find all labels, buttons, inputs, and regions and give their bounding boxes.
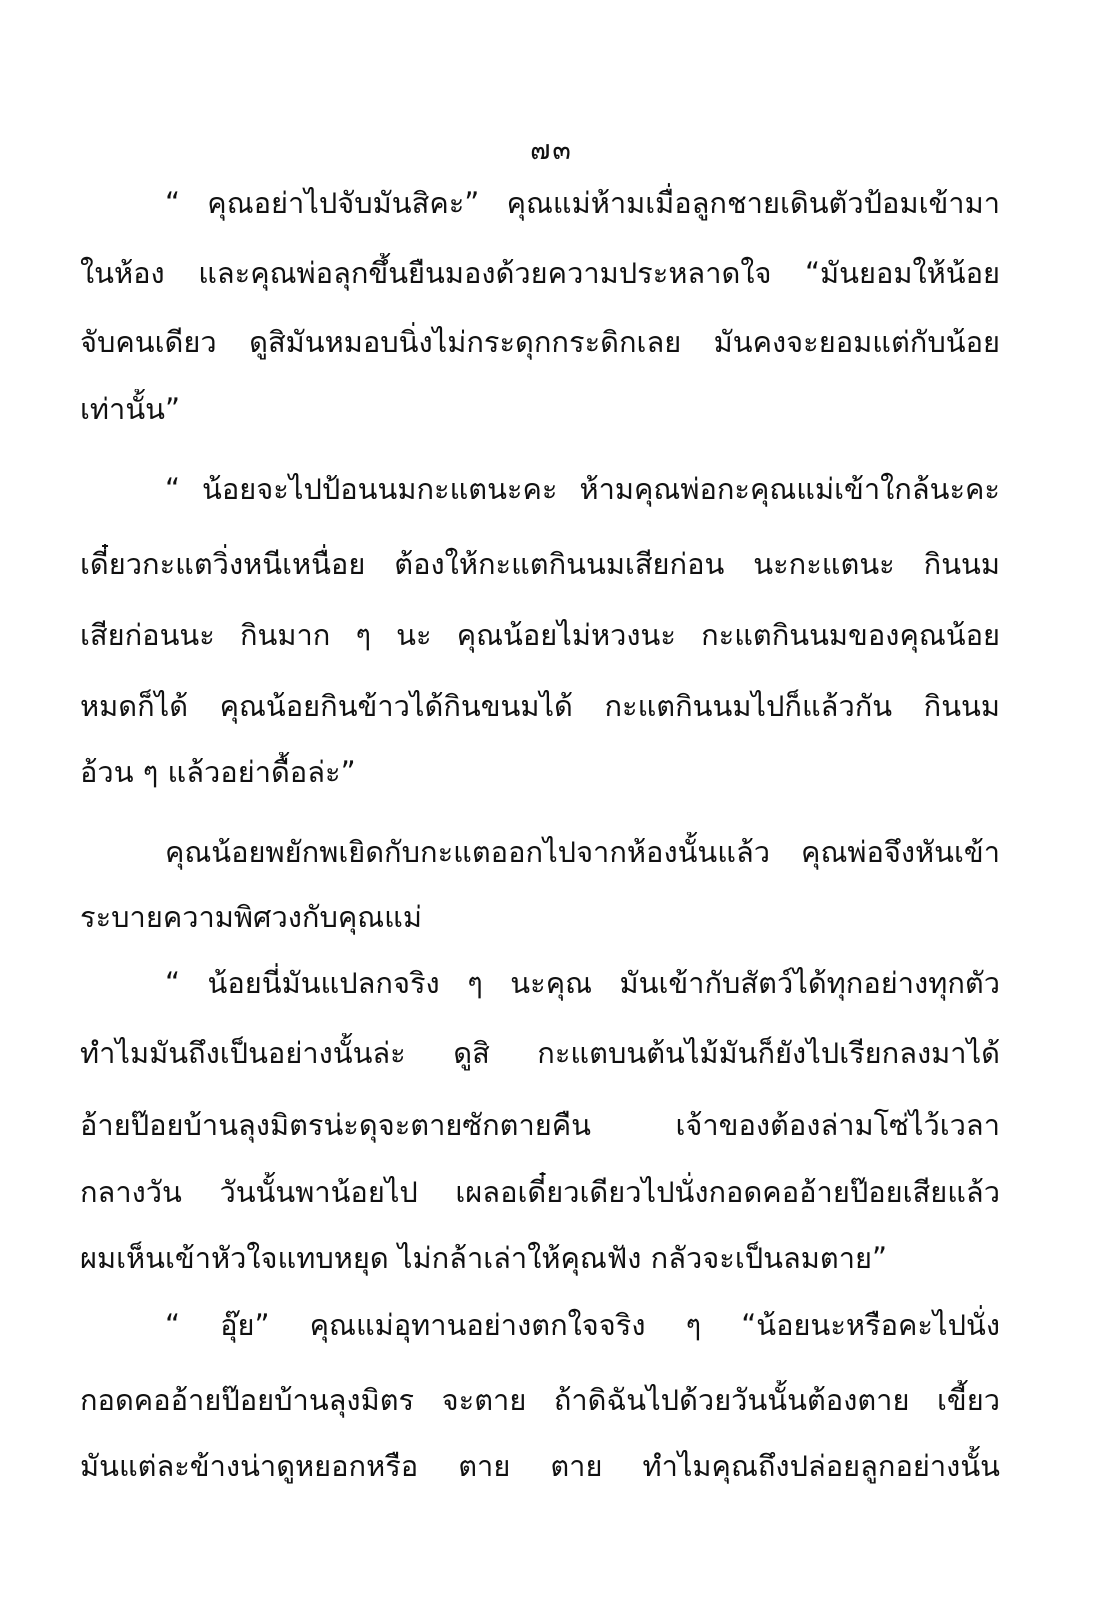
text-line-10: คุณน้อยพยักพเยิดกับกะแตออกไปจากห้องนั้นแล้ว คุณพ่อจึงหันเข้า (165, 835, 1000, 869)
text-line-4: เท่านั้น” (80, 392, 180, 426)
page-number: ๗๓ (530, 135, 573, 166)
text-line-11: ระบายความพิศวงกับคุณแม่ (80, 900, 422, 934)
text-line-17: “ อุ๊ย” คุณแม่อุทานอย่างตกใจจริง ๆ “น้อยนะหรือคะไปนั่ง (165, 1308, 1000, 1342)
text-line-14: อ้ายป๊อยบ้านลุงมิตรน่ะดุจะตายซักตายคืน เจ้าของต้องล่ามโซ่ไว้เวลา (80, 1108, 1000, 1142)
text-line-2: ในห้อง และคุณพ่อลุกขึ้นยืนมองด้วยความประหลาดใจ “มันยอมให้น้อย (80, 256, 1000, 290)
text-line-16: ผมเห็นเข้าหัวใจแทบหยุด ไม่กล้าเล่าให้คุณฟัง กลัวจะเป็นลมตาย” (80, 1241, 888, 1275)
text-line-9: อ้วน ๆ แล้วอย่าดื้อล่ะ” (80, 755, 356, 789)
text-line-19: มันแต่ละข้างน่าดูหยอกหรือ ตาย ตาย ทำไมคุณถึงปล่อยลูกอย่างนั้น (80, 1449, 1000, 1483)
text-line-18: กอดคออ้ายป๊อยบ้านลุงมิตร จะตาย ถ้าดิฉันไปด้วยวันนั้นต้องตาย เขี้ยว (80, 1383, 1000, 1417)
text-line-6: เดี๋ยวกะแตวิ่งหนีเหนื่อย ต้องให้กะแตกินนมเสียก่อน นะกะแตนะ กินนม (80, 547, 1000, 581)
text-line-13: ทำไมมันถึงเป็นอย่างนั้นล่ะ ดูสิ กะแตบนต้นไม้มันก็ยังไปเรียกลงมาได้ (80, 1036, 1000, 1070)
text-line-7: เสียก่อนนะ กินมาก ๆ นะ คุณน้อยไม่หวงนะ กะแตกินนมของคุณน้อย (80, 618, 1000, 652)
text-line-3: จับคนเดียว ดูสิมันหมอบนิ่งไม่กระดุกกระดิกเลย มันคงจะยอมแต่กับน้อย (80, 325, 1000, 359)
text-line-15: กลางวัน วันนั้นพาน้อยไป เผลอเดี๋ยวเดียวไปนั่งกอดคออ้ายป๊อยเสียแล้ว (80, 1175, 1000, 1209)
text-line-1: “ คุณอย่าไปจับมันสิคะ” คุณแม่ห้ามเมื่อลูกชายเดินตัวป้อมเข้ามา (165, 186, 1000, 220)
text-line-8: หมดก็ได้ คุณน้อยกินข้าวได้กินขนมได้ กะแตกินนมไปก็แล้วกัน กินนม (80, 689, 1000, 723)
text-line-12: “ น้อยนี่มันแปลกจริง ๆ นะคุณ มันเข้ากับสัตว์ได้ทุกอย่างทุกตัว (165, 966, 1000, 1000)
text-line-5: “ น้อยจะไปป้อนนมกะแตนะคะ ห้ามคุณพ่อกะคุณแม่เข้าใกล้นะคะ (165, 472, 1000, 506)
